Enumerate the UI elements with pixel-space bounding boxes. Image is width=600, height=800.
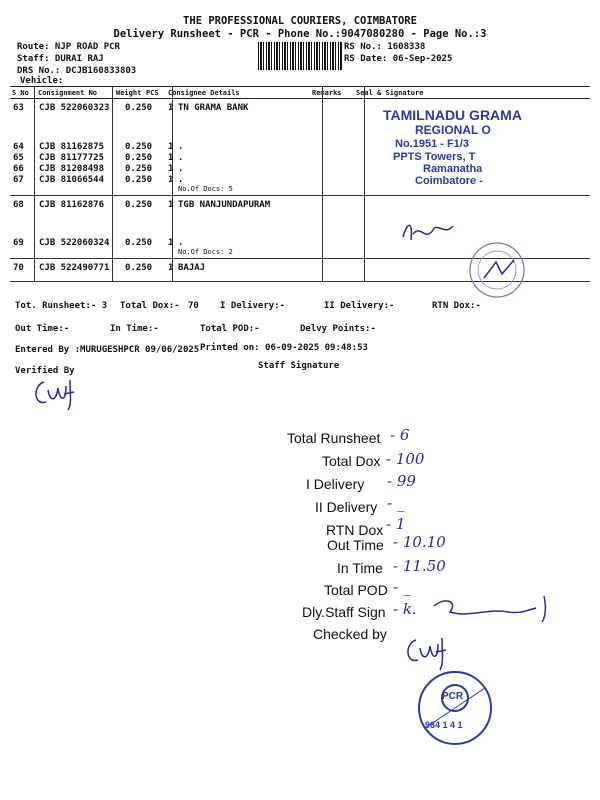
row-pcs: 1 (168, 175, 174, 185)
summary-value: - 11.50 (393, 557, 446, 575)
row-consignee: . (178, 238, 184, 248)
row-consignment: CJB 81162875 (39, 142, 105, 152)
pcr-stamp (415, 668, 495, 748)
summary-value: - 6 (390, 426, 410, 444)
summary-label: Dly.Staff Sign (302, 604, 386, 620)
row-consignee: TN GRAMA BANK (178, 103, 249, 113)
row-consignment: CJB 522490771 (39, 263, 110, 273)
row-weight: 0.250 (125, 142, 153, 152)
summary-label: I Delivery (306, 476, 365, 492)
ii-delivery: II Delivery:- (324, 301, 395, 311)
summary-label: Total Runsheet (287, 430, 381, 446)
verified-by: Verified By (15, 366, 75, 376)
staff-sign-scribble (428, 594, 558, 624)
col-remarks: Remarks (310, 87, 354, 99)
staff-signature: Staff Signature (258, 361, 340, 371)
col-sno: S No (10, 87, 36, 99)
total-pod: Total POD:- (200, 324, 260, 334)
row-pcs: 1 (168, 200, 174, 210)
summary-value: - 1 (386, 515, 406, 533)
summary-value: - _ (387, 494, 405, 512)
company-name: THE PROFESSIONAL COURIERS, COIMBATORE (183, 15, 417, 27)
row-pcs: 1 (168, 153, 174, 163)
row-pcs: 1 (168, 103, 174, 113)
rtn-dox: RTN Dox:- (432, 301, 481, 311)
row-sno: 65 (13, 153, 24, 163)
row-weight: 0.250 (125, 164, 153, 174)
row-sno: 63 (13, 103, 24, 113)
row-consignee: . (178, 164, 184, 174)
col-weight: Weight (114, 87, 144, 99)
row-weight: 0.250 (125, 238, 153, 248)
summary-value: - 100 (386, 450, 425, 468)
row-sno: 64 (13, 142, 24, 152)
row-pcs: 1 (168, 238, 174, 248)
row-pcs: 1 (168, 164, 174, 174)
stamp-line: No.1951 - F1/3 (395, 138, 469, 150)
row-consignment: CJB 81177725 (39, 153, 105, 163)
row-consignment: CJB 522060324 (39, 238, 110, 248)
row-weight: 0.250 (125, 175, 153, 185)
rs-date: RS Date: 06-Sep-2025 (344, 54, 453, 64)
total-dox-value: 70 (188, 301, 199, 311)
drs-no: DRS No.: DCJB160833803 (17, 66, 137, 76)
rs-no: RS No.: 1608338 (344, 42, 426, 52)
row-sno: 70 (13, 263, 24, 273)
row-weight: 0.250 (125, 103, 153, 113)
verified-signature (30, 372, 90, 412)
summary-value: - 99 (387, 472, 416, 490)
total-dox-label: Total Dox:- (120, 301, 180, 311)
out-time: Out Time:- (15, 324, 70, 334)
row-weight: 0.250 (125, 153, 153, 163)
summary-label: Out Time (327, 537, 384, 553)
row-consignment: CJB 81066544 (39, 175, 105, 185)
entered-by: Entered By :MURUGESHPCR 09/06/2025 (15, 345, 200, 355)
summary-label: In Time (337, 560, 383, 576)
barcode (258, 42, 342, 70)
in-time: In Time:- (110, 324, 159, 334)
summary-value: - k. (393, 600, 417, 618)
docs-note: No.Of Docs: 2 (178, 248, 233, 256)
row-sno: 67 (13, 175, 24, 185)
pcr-stamp-center: PCR (442, 691, 464, 702)
row-weight: 0.250 (125, 200, 153, 210)
row-pcs: 1 (168, 263, 174, 273)
staff: Staff: DURAI RAJ (17, 54, 104, 64)
row-pcs: 1 (168, 142, 174, 152)
vehicle: Vehicle: (20, 76, 64, 86)
summary-label: RTN Dox (326, 522, 384, 538)
summary-value: - 10.10 (393, 533, 446, 551)
stamp-line: Ramanatha (423, 163, 483, 175)
printed-on: Printed on: 06-09-2025 09:48:53 (200, 343, 368, 353)
round-seal-stamp (462, 240, 532, 300)
summary-value: - _ (393, 578, 411, 596)
row-consignee: . (178, 142, 184, 152)
stamp-line: TAMILNADU GRAMA (383, 107, 522, 123)
row-consignment: CJB 81162876 (39, 200, 105, 210)
col-pcs: PCS (144, 87, 166, 99)
row-consignee: . (178, 153, 184, 163)
seal-signature (395, 212, 465, 252)
route: Route: NJP ROAD PCR (17, 42, 120, 52)
row-weight: 0.250 (125, 263, 153, 273)
row-sno: 66 (13, 164, 24, 174)
stamp-line: REGIONAL O (415, 123, 491, 137)
i-delivery: I Delivery:- (220, 301, 286, 311)
tot-runsheet: Tot. Runsheet:- 3 (15, 301, 108, 311)
summary-label: II Delivery (315, 499, 378, 515)
summary-label: Total Dox (322, 453, 381, 469)
pcr-stamp-ring: 984 1 4 1 (425, 720, 463, 730)
row-sno: 68 (13, 200, 24, 210)
col-seal: Seal & Signature (354, 87, 590, 99)
summary-label: Checked by (313, 626, 387, 642)
checked-by-signature (402, 628, 462, 673)
row-consignee: TGB NANJUNDAPURAM (178, 200, 271, 210)
runsheet-table-header (10, 86, 590, 99)
delvy-points: Delvy Points:- (300, 324, 376, 334)
row-consignment: CJB 522060323 (39, 103, 110, 113)
row-consignee: . (178, 175, 184, 185)
bank-seal-stamp (375, 103, 590, 188)
row-consignee: BAJAJ (178, 263, 206, 273)
col-consignment: Consignment No (36, 87, 114, 99)
row-sno: 69 (13, 238, 24, 248)
docs-note: No.Of Docs: 5 (178, 185, 233, 193)
row-consignment: CJB 81208498 (39, 164, 105, 174)
stamp-line: PPTS Towers, T (393, 151, 476, 163)
col-consignee: Consignee Details (166, 87, 310, 99)
runsheet-subtitle: Delivery Runsheet - PCR - Phone No.:9047080280 - Page No.:3 (113, 28, 487, 40)
stamp-line: Coimbatore - (415, 175, 483, 187)
summary-label: Total POD (324, 582, 388, 598)
